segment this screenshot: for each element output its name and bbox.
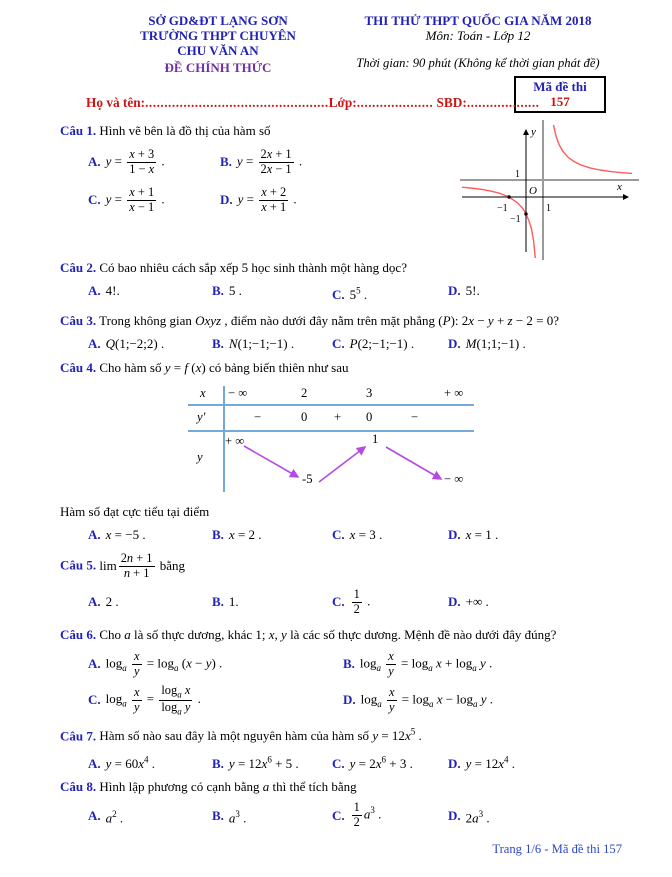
tick-label-y1: 1	[515, 169, 520, 180]
option-d	[343, 683, 622, 717]
option-b	[212, 750, 332, 772]
y-axis-label: y	[531, 126, 536, 138]
table-x-label: x	[200, 386, 206, 401]
option-letter: B.	[343, 656, 355, 672]
option-value: 1.	[228, 594, 239, 610]
option-b	[212, 587, 332, 617]
question-post-text: Hàm số đạt cực tiểu tại điểm	[60, 504, 210, 520]
option-letter: B.	[212, 807, 224, 823]
question-label: Câu 4.	[60, 360, 97, 376]
table-y-label: y	[197, 450, 203, 465]
department-line: SỞ GD&ĐT LẠNG SƠN	[148, 13, 288, 28]
option-value: $\log_a$ $\frac{x}{y}$ = $\frac{\log_a x}{\log_a y}$ .	[105, 683, 201, 717]
option-d	[448, 526, 622, 544]
subject-line: Môn: Toán - Lớp 12	[425, 28, 531, 43]
question-label: Câu 2.	[60, 260, 97, 275]
options-row	[88, 282, 622, 304]
stem-text: Hình vẽ bên là đồ thị của hàm số	[99, 123, 271, 138]
x-value: + ∞	[444, 386, 464, 401]
option-a	[88, 145, 220, 179]
exam-code-label: Mã đề thi	[533, 79, 587, 94]
question-stem	[60, 724, 622, 744]
question-stem	[60, 626, 622, 643]
option-letter: D.	[448, 755, 461, 771]
option-b	[343, 647, 622, 681]
header-school-block	[84, 13, 352, 75]
yprime-sign: −	[411, 410, 419, 425]
option-letter: D.	[448, 527, 461, 543]
option-letter: D.	[448, 336, 461, 352]
question-label: Câu 3.	[60, 313, 97, 329]
x-value: 3	[366, 386, 373, 401]
option-value: 5!.	[465, 283, 480, 298]
option-value: y = $\frac{x + 1}{x - 1}$ .	[105, 184, 165, 214]
option-value: M(1;1;−1) .	[465, 336, 526, 352]
option-letter: A.	[88, 656, 101, 672]
option-value: $\frac{1}{2}$ .	[353, 586, 371, 616]
point-y-neg1	[524, 212, 527, 215]
option-letter: C.	[332, 594, 345, 610]
x-axis-label: x	[617, 181, 622, 193]
option-letter: B.	[212, 283, 224, 298]
yprime-sign: 0	[301, 410, 308, 425]
option-d	[220, 183, 418, 217]
option-value: $\log_a$ $\frac{x}{y}$ = $\log_a x - \log_a y$ .	[360, 684, 493, 714]
option-c	[332, 587, 448, 617]
name-label: Họ và tên:	[86, 95, 146, 110]
option-letter: C.	[88, 692, 101, 708]
x-value: − ∞	[228, 386, 248, 401]
option-value: x = 3 .	[349, 527, 383, 543]
y-limit-bottom-right: − ∞	[444, 472, 464, 487]
y-local-min: -5	[302, 472, 313, 487]
question-label: Câu 6.	[60, 627, 97, 643]
option-c	[88, 683, 343, 717]
option-value: $5^5$ .	[349, 286, 368, 303]
option-letter: B.	[212, 594, 224, 610]
stem-text: Cho a là số thực dương, khác 1; x, y là các số thực dương. Mệnh đề nào dưới đây đúng?	[99, 627, 557, 643]
option-value: 2 .	[105, 594, 119, 610]
option-value: 5 .	[228, 283, 242, 298]
option-value: $y = 12x^6 + 5$ .	[228, 754, 299, 771]
yprime-sign: 0	[366, 410, 373, 425]
option-a	[88, 282, 212, 304]
y-limit-top-left: + ∞	[225, 434, 245, 449]
option-letter: D.	[448, 283, 461, 298]
option-letter: D.	[220, 192, 233, 207]
option-c	[332, 750, 448, 772]
option-value: +∞ .	[465, 594, 489, 610]
option-value: $y = 60x^4$ .	[105, 754, 156, 771]
option-letter: A.	[88, 807, 101, 823]
y-local-max: 1	[372, 432, 379, 447]
stem-text: Cho hàm số y = f (x) có bảng biến thiên như sau	[99, 360, 349, 376]
option-value: x = 1 .	[465, 527, 499, 543]
options-row	[88, 647, 622, 717]
x-value: 2	[301, 386, 308, 401]
option-letter: C.	[332, 807, 345, 823]
option-value: $\log_a$ $\frac{x}{y}$ = $\log_a x + \log_a y$ .	[359, 648, 493, 678]
origin-label: O	[529, 185, 537, 197]
option-letter: C.	[332, 755, 345, 771]
options-row	[88, 335, 622, 353]
class-label: Lớp:	[328, 95, 357, 110]
option-letter: B.	[220, 154, 232, 169]
class-dotted-line: ....................	[356, 95, 434, 110]
option-letter: C.	[332, 336, 345, 352]
option-letter: A.	[88, 755, 101, 771]
option-letter: A.	[88, 594, 101, 610]
option-value: $\log_a$ $\frac{x}{y}$ = $\log_a (x - y)$ .	[105, 648, 223, 678]
tick-label-y-neg1: −1	[510, 214, 521, 225]
options-row	[88, 526, 622, 544]
tick-label-x-neg1: −1	[497, 203, 508, 214]
stem-text: Hình lập phương có cạnh bằng a thì thể tích bằng	[99, 778, 357, 794]
exam-title: THI THỬ THPT QUỐC GIA NĂM 2018	[364, 13, 592, 28]
option-a	[88, 750, 212, 772]
table-yprime-label: y′	[197, 410, 206, 425]
option-letter: D.	[448, 594, 461, 610]
option-letter: C.	[332, 527, 345, 543]
official-exam-line: ĐỀ CHÍNH THỨC	[164, 60, 272, 75]
arrow-decreasing-1	[244, 446, 298, 477]
option-value: y = $\frac{x + 3}{1 - x}$ .	[105, 146, 165, 176]
option-letter: D.	[343, 692, 356, 708]
options-row	[88, 801, 622, 831]
option-value: $y = 2x^6 + 3$ .	[349, 754, 413, 771]
option-letter: B.	[212, 336, 224, 352]
option-value: $\frac{1}{2}$ $a^3$ .	[353, 800, 382, 830]
school-line: TRƯỜNG THPT CHUYÊN	[140, 28, 296, 43]
question-6	[60, 626, 622, 717]
question-stem	[60, 359, 622, 376]
time-line: Thời gian: 90 phút (Không kể thời gian phát đề)	[356, 56, 600, 70]
question-7	[60, 724, 622, 773]
arrow-increasing	[319, 447, 365, 482]
name-dotted-line: ................................................	[145, 95, 329, 110]
option-d	[448, 587, 622, 617]
option-letter: D.	[448, 807, 461, 823]
tick-label-x1: 1	[546, 203, 551, 214]
option-b	[212, 526, 332, 544]
option-value: y = $\frac{x + 2}{x + 1}$ .	[237, 184, 297, 214]
option-letter: A.	[88, 527, 101, 543]
option-d	[448, 750, 622, 772]
option-letter: C.	[88, 192, 101, 207]
question-label: Câu 1.	[60, 123, 97, 138]
stem-text: lim $\frac{2n + 1}{n + 1}$ bằng	[99, 551, 186, 581]
question-label: Câu 7.	[60, 728, 97, 744]
question-stem	[60, 312, 622, 329]
questions-area	[60, 122, 622, 831]
exam-code-value: 157	[550, 94, 570, 109]
option-b	[220, 145, 418, 179]
stem-text: Hàm số nào sau đây là một nguyên hàm của hàm số $y = 12x^5$ .	[99, 727, 422, 744]
yprime-sign: −	[254, 410, 262, 425]
option-value: x = 2 .	[228, 527, 262, 543]
option-letter: A.	[88, 283, 101, 298]
option-a	[88, 801, 212, 831]
question-stem	[60, 552, 622, 581]
footer-page-info: Trang 1/6 - Mã đề thi 157	[492, 842, 622, 856]
question-stem	[60, 778, 622, 795]
option-c	[332, 282, 448, 304]
question-2	[60, 259, 622, 304]
option-c	[88, 183, 220, 217]
option-d	[448, 282, 622, 304]
school-name-line: CHU VĂN AN	[177, 43, 259, 58]
point-x-neg1	[507, 195, 510, 198]
option-c	[332, 335, 448, 353]
function-graph	[460, 120, 640, 262]
option-value: $y = 12x^4$ .	[465, 754, 516, 771]
yprime-sign: +	[334, 410, 342, 425]
question-label: Câu 8.	[60, 778, 97, 794]
option-b	[212, 801, 332, 831]
option-a	[88, 526, 212, 544]
option-value: 4!.	[105, 283, 120, 298]
option-value: x = −5 .	[105, 527, 146, 543]
option-c	[332, 801, 448, 831]
option-value: $a^3$ .	[228, 808, 247, 825]
sbd-label: SBD:	[433, 95, 467, 110]
option-a	[88, 647, 343, 681]
question-3	[60, 312, 622, 353]
option-value: P(2;−1;−1) .	[349, 336, 415, 352]
option-value: $a^2$ .	[105, 808, 124, 825]
question-1	[60, 122, 622, 225]
stem-text: Trong không gian Oxyz , điểm nào dưới đây nằm trên mặt phẳng (P): 2x − y + z − 2 = 0?	[99, 313, 560, 329]
option-letter: C.	[332, 287, 345, 303]
header-exam-block	[330, 13, 626, 71]
option-value: Q(1;−2;2) .	[105, 336, 165, 352]
option-letter: A.	[88, 336, 101, 352]
option-value: $2a^3$ .	[465, 808, 490, 825]
options-row	[88, 145, 418, 217]
option-letter: A.	[88, 154, 101, 169]
stem-text: Có bao nhiêu cách sắp xếp 5 học sinh thành một hàng dọc?	[99, 260, 407, 275]
option-b	[212, 335, 332, 353]
option-a	[88, 335, 212, 353]
option-d	[448, 801, 622, 831]
question-8	[60, 778, 622, 831]
options-row	[88, 587, 622, 617]
option-d	[448, 335, 622, 353]
variation-arrows	[188, 384, 474, 494]
option-letter: B.	[212, 755, 224, 771]
arrow-decreasing-2	[386, 447, 441, 479]
option-value: y = $\frac{2x + 1}{2x - 1}$ .	[236, 146, 303, 176]
curve-upper-branch	[554, 125, 633, 173]
student-info-line	[86, 95, 540, 111]
sbd-dotted-line: ...................	[466, 95, 540, 110]
question-5	[60, 552, 622, 617]
question-4	[60, 359, 622, 544]
option-b	[212, 282, 332, 304]
option-letter: B.	[212, 527, 224, 543]
option-a	[88, 587, 212, 617]
curve-lower-branch	[462, 187, 535, 258]
variation-table	[188, 384, 474, 494]
options-row	[88, 750, 622, 772]
question-label: Câu 5.	[60, 557, 97, 573]
option-c	[332, 526, 448, 544]
option-value: N(1;−1;−1) .	[228, 336, 295, 352]
